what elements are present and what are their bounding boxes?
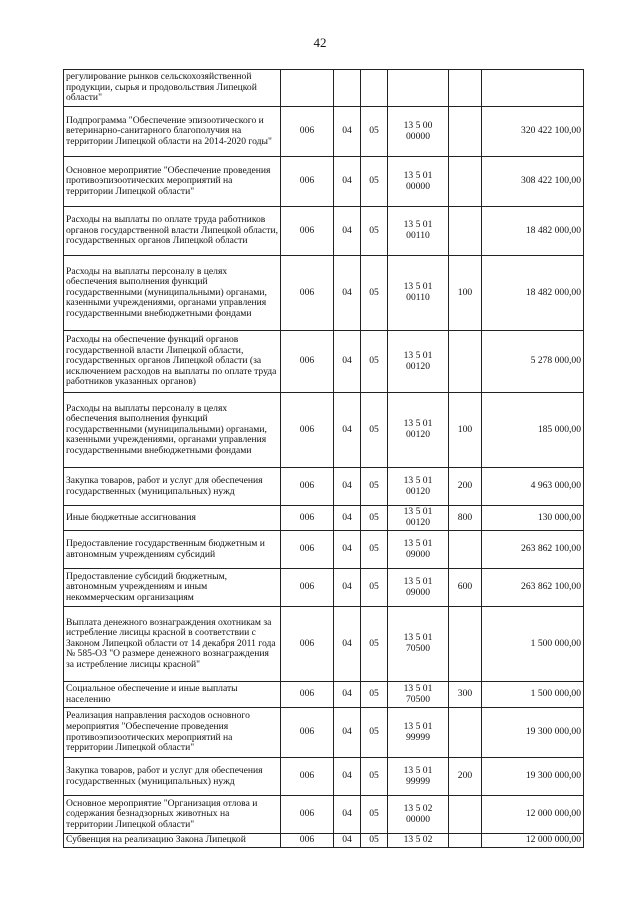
row-amount [482,70,584,107]
row-subsection: 05 [361,758,388,796]
row-ministry-code: 006 [281,758,334,796]
row-amount: 12 000 000,00 [482,834,584,848]
row-section: 04 [334,796,361,834]
row-amount: 320 422 100,00 [482,107,584,157]
row-subsection [361,70,388,107]
row-expense-type: 100 [449,256,482,331]
row-name: Субвенция на реализацию Закона Липецкой [64,834,281,848]
row-name: Подпрограмма "Обеспечение эпизоотического и ветеринарно-санитарного благополучия на территории Липецкой области на 2014-2020 годы" [64,107,281,157]
table-row [64,393,584,468]
row-target-article: 13 5 01 70500 [388,682,449,708]
row-amount: 263 862 100,00 [482,531,584,569]
row-ministry-code: 006 [281,256,334,331]
table-row [64,834,584,848]
row-target-article: 13 5 00 00000 [388,107,449,157]
row-section: 04 [334,331,361,393]
row-subsection: 05 [361,207,388,256]
row-ministry-code: 006 [281,393,334,468]
row-ministry-code: 006 [281,682,334,708]
table-row [64,708,584,758]
row-section: 04 [334,157,361,207]
table-row [64,607,584,682]
row-expense-type: 200 [449,468,482,506]
row-ministry-code: 006 [281,834,334,848]
row-section: 04 [334,569,361,607]
row-section: 04 [334,107,361,157]
row-target-article: 13 5 01 00110 [388,256,449,331]
row-ministry-code: 006 [281,157,334,207]
row-target-article: 13 5 01 70500 [388,607,449,682]
row-subsection: 05 [361,569,388,607]
row-section: 04 [334,468,361,506]
row-section [334,70,361,107]
row-section: 04 [334,682,361,708]
row-subsection: 05 [361,331,388,393]
row-expense-type [449,796,482,834]
budget-table [63,69,584,848]
table-row [64,796,584,834]
row-section: 04 [334,393,361,468]
table-row [64,331,584,393]
table-row [64,569,584,607]
row-name: Расходы на обеспечение функций органов государственной власти Липецкой области, государственных органов Липецкой области (за исключением расходов на выплаты по оплате труда работников указанных органов) [64,331,281,393]
row-expense-type: 800 [449,506,482,531]
row-name: Предоставление государственным бюджетным и автономным учреждениям субсидий [64,531,281,569]
row-amount: 19 300 000,00 [482,758,584,796]
row-section: 04 [334,758,361,796]
row-ministry-code: 006 [281,506,334,531]
row-expense-type [449,157,482,207]
row-section: 04 [334,531,361,569]
row-name: Социальное обеспечение и иные выплаты населению [64,682,281,708]
row-section: 04 [334,207,361,256]
row-ministry-code: 006 [281,708,334,758]
row-section: 04 [334,506,361,531]
row-name: Основное мероприятие "Обеспечение проведения противоэпизоотических мероприятий на территории Липецкой области" [64,157,281,207]
table-row [64,157,584,207]
row-subsection: 05 [361,107,388,157]
row-name: Расходы на выплаты по оплате труда работников органов государственной власти Липецкой области, государственных органов Липецкой области [64,207,281,256]
row-name: Закупка товаров, работ и услуг для обеспечения государственных (муниципальных) нужд [64,468,281,506]
row-name: Расходы на выплаты персоналу в целях обеспечения выполнения функций государственными (муниципальными) органами, казенными учреждениями, органами управления государственными внебюджетными фондами [64,256,281,331]
table-row [64,107,584,157]
page-number: 42 [313,35,327,50]
row-target-article: 13 5 01 99999 [388,708,449,758]
row-amount: 18 482 000,00 [482,256,584,331]
table-row [64,682,584,708]
row-target-article [388,70,449,107]
row-expense-type: 100 [449,393,482,468]
row-subsection: 05 [361,531,388,569]
row-target-article: 13 5 01 00120 [388,331,449,393]
table-row [64,531,584,569]
row-target-article: 13 5 01 00110 [388,207,449,256]
row-expense-type [449,331,482,393]
table-row [64,256,584,331]
row-amount: 263 862 100,00 [482,569,584,607]
row-ministry-code: 006 [281,331,334,393]
row-section: 04 [334,834,361,848]
row-expense-type [449,834,482,848]
row-ministry-code: 006 [281,207,334,256]
row-ministry-code: 006 [281,569,334,607]
row-subsection: 05 [361,708,388,758]
row-section: 04 [334,708,361,758]
row-subsection: 05 [361,393,388,468]
row-amount: 12 000 000,00 [482,796,584,834]
table-row [64,506,584,531]
row-name: регулирование рынков сельскохозяйственной продукции, сырья и продовольствия Липецкой области" [64,70,281,107]
row-expense-type: 200 [449,758,482,796]
row-ministry-code: 006 [281,796,334,834]
row-amount: 18 482 000,00 [482,207,584,256]
row-target-article: 13 5 01 09000 [388,569,449,607]
row-amount: 5 278 000,00 [482,331,584,393]
row-amount: 308 422 100,00 [482,157,584,207]
row-section: 04 [334,607,361,682]
row-target-article: 13 5 01 00120 [388,506,449,531]
row-section: 04 [334,256,361,331]
row-expense-type [449,607,482,682]
row-subsection: 05 [361,256,388,331]
row-name: Основное мероприятие "Организация отлова и содержания безнадзорных животных на территории Липецкой области" [64,796,281,834]
row-name: Предоставление субсидий бюджетным, автономным учреждениям и иным некоммерческим организациям [64,569,281,607]
row-subsection: 05 [361,834,388,848]
row-expense-type: 300 [449,682,482,708]
row-subsection: 05 [361,682,388,708]
row-name: Расходы на выплаты персоналу в целях обеспечения выполнения функций государственными (муниципальными) органами, казенными учреждениями, органами управления государственными внебюджетными фондами [64,393,281,468]
row-amount: 4 963 000,00 [482,468,584,506]
row-amount: 1 500 000,00 [482,682,584,708]
row-target-article: 13 5 01 09000 [388,531,449,569]
row-target-article: 13 5 01 00120 [388,393,449,468]
table-row [64,758,584,796]
row-subsection: 05 [361,468,388,506]
row-name: Закупка товаров, работ и услуг для обеспечения государственных (муниципальных) нужд [64,758,281,796]
table-row [64,207,584,256]
row-amount: 130 000,00 [482,506,584,531]
row-ministry-code: 006 [281,468,334,506]
row-amount: 1 500 000,00 [482,607,584,682]
row-target-article: 13 5 01 99999 [388,758,449,796]
row-amount: 19 300 000,00 [482,708,584,758]
row-name: Реализация направления расходов основного мероприятия "Обеспечение проведения противоэпизоотических мероприятий на территории Липецкой области" [64,708,281,758]
row-ministry-code: 006 [281,531,334,569]
row-expense-type [449,708,482,758]
row-amount: 185 000,00 [482,393,584,468]
table-row [64,468,584,506]
row-target-article: 13 5 01 00120 [388,468,449,506]
table-row [64,70,584,107]
row-ministry-code: 006 [281,607,334,682]
row-name: Иные бюджетные ассигнования [64,506,281,531]
row-ministry-code: 006 [281,107,334,157]
row-expense-type: 600 [449,569,482,607]
row-subsection: 05 [361,157,388,207]
row-subsection: 05 [361,506,388,531]
row-target-article: 13 5 02 00000 [388,796,449,834]
row-expense-type [449,70,482,107]
row-target-article: 13 5 01 00000 [388,157,449,207]
row-target-article: 13 5 02 [388,834,449,848]
row-name: Выплата денежного вознаграждения охотникам за истребление лисицы красной в соответствии с Законом Липецкой области от 14 декабря 2011 года № 585-ОЗ "О размере денежного вознаграждения за истребление лисицы красной" [64,607,281,682]
row-expense-type [449,531,482,569]
row-subsection: 05 [361,796,388,834]
row-expense-type [449,107,482,157]
row-subsection: 05 [361,607,388,682]
row-ministry-code [281,70,334,107]
row-expense-type [449,207,482,256]
